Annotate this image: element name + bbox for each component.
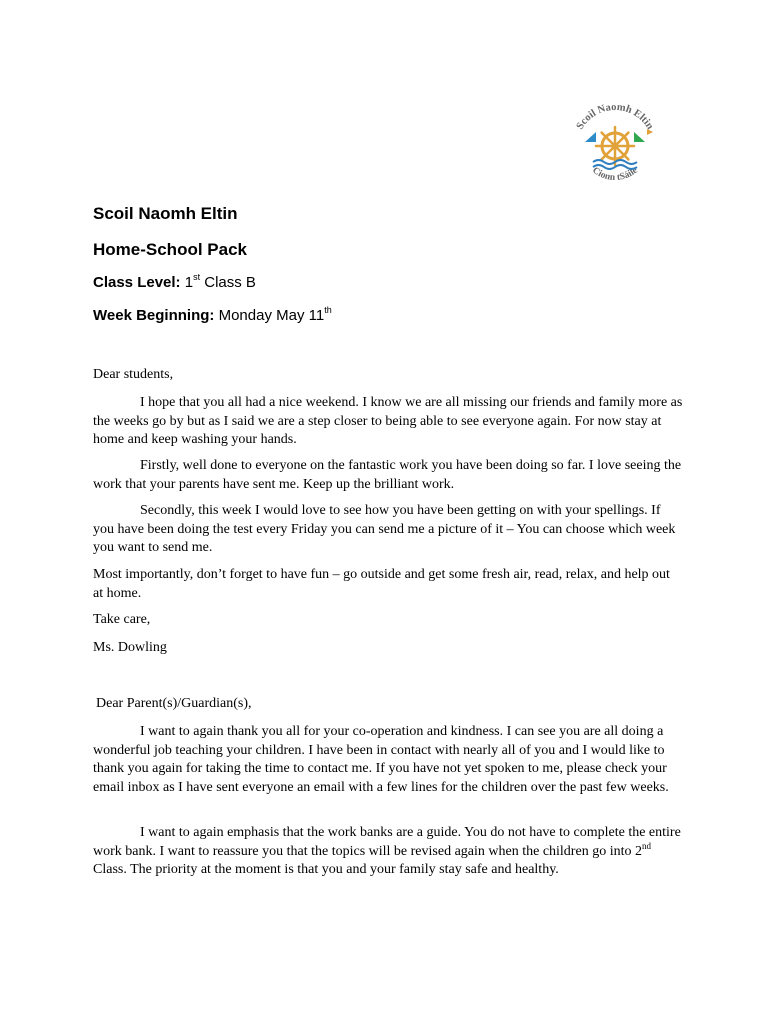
week-beginning-suffix: th (324, 305, 332, 315)
week-beginning-label: Week Beginning: (93, 307, 215, 324)
students-paragraph: Secondly, this week I would love to see how you have been getting on with your spellings. If you have been doing the test every Friday you can send me a picture of it – You can choose which week you want to send me. (93, 503, 676, 555)
class-level-suffix: st (193, 272, 201, 282)
students-paragraph: I hope that you all had a nice weekend. I know we are all missing our friends and family more as the weeks go by but as I said we are a step closer to being able to see everyone again. For now stay at home and keep washing your hands. (93, 395, 683, 447)
wheel-hub (612, 143, 619, 150)
week-beginning (93, 307, 332, 324)
logo-top-text: Scoil Naomh Eltin (574, 101, 656, 132)
parents-paragraph: I want to again thank you all for your co-operation and kindness. I can see you are all doing a wonderful job teaching your children. I have been in contact with nearly all of you and I would like to thank you again for taking the time to contact me. If you have not yet spoken to me, please check your email inbox as I have sent everyone an email with a few lines for the children over the past few weeks. (93, 724, 669, 795)
students-paragraph: Most importantly, don’t forget to have fun – go outside and get some fresh air, read, relax, and help out at home. (93, 567, 670, 601)
parents-paragraph-text: I want to again emphasis that the work banks are a guide. You do not have to complete the entire work bank. I want to reassure you that the topics will be revised again when the children go into 2 (93, 825, 681, 859)
ship-wheel-icon (596, 127, 634, 165)
class-level-name: Class B (200, 274, 256, 291)
sail-right-icon (634, 132, 645, 142)
class-level-label: Class Level: (93, 274, 181, 291)
students-greeting: Dear students, (93, 367, 174, 382)
school-name: Scoil Naomh Eltin (93, 204, 238, 223)
class-level (93, 274, 256, 291)
students-signature: Ms. Dowling (93, 640, 167, 655)
students-paragraph: Firstly, well done to everyone on the fantastic work you have been doing so far. I love seeing the work that your parents have sent me. Keep up the brilliant work. (93, 458, 682, 492)
class-level-number: 1 (184, 274, 194, 291)
school-logo (565, 96, 665, 196)
students-closing: Take care, (93, 612, 151, 627)
week-beginning-date: Monday May 11 (214, 307, 325, 324)
ordinal-suffix: nd (641, 840, 651, 851)
parents-greeting: Dear Parent(s)/Guardian(s), (96, 696, 252, 711)
pack-title: Home-School Pack (93, 240, 247, 259)
parents-paragraph (93, 824, 683, 880)
sail-left-icon (585, 132, 596, 142)
pennant-icon (647, 129, 653, 135)
logo-bottom-text: Cionn tSáile (590, 165, 640, 184)
parents-paragraph-text: Class. The priority at the moment is that you and your family stay safe and healthy. (93, 862, 559, 877)
